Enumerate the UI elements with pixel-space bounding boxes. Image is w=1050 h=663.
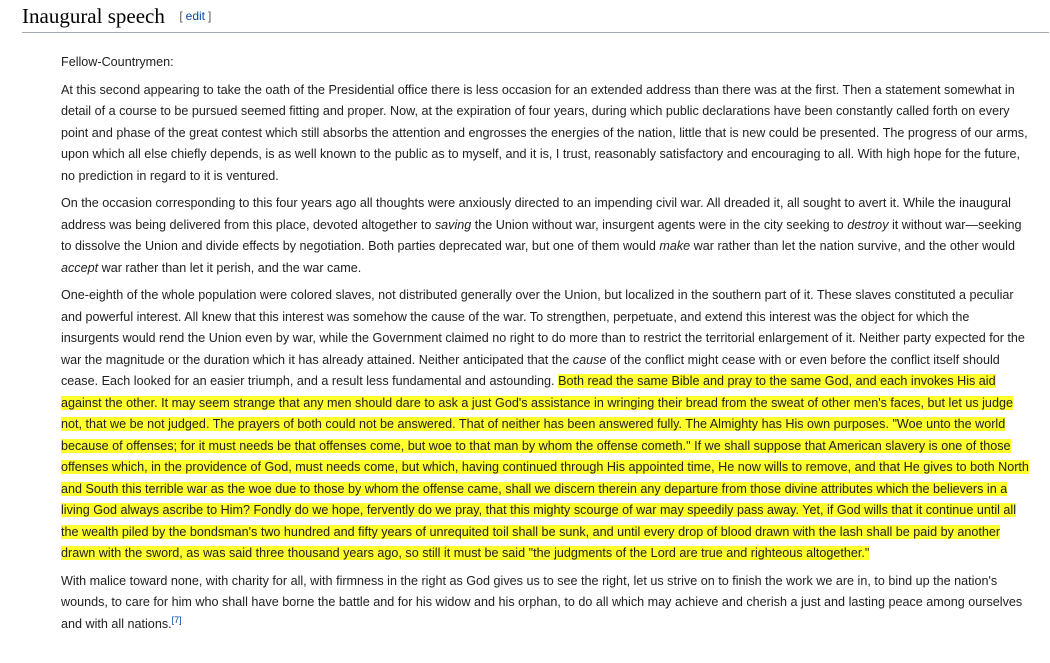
- paragraph-1: At this second appearing to take the oath of the Presidential office there is less occasion for an extended address than there was at the first. Then a statement somewhat in detail of a course to be pursued seemed fitting and proper. Now, at the expiration of four years, during which public declarations have been constantly called forth on every point and phase of the great contest which still absorbs the attention and engrosses the energies of the nation, little that is new could be presented. The progress of our arms, upon which all else chiefly depends, is as well known to the public as to myself, and it is, I trust, reasonably satisfactory and encouraging to all. With high hope for the future, no prediction in regard to it is ventured.: [61, 82, 1028, 183]
- section-title: Inaugural speech: [22, 4, 165, 28]
- edit-bracket-close: ]: [208, 9, 212, 23]
- emphasis-make: make: [659, 239, 691, 253]
- reference-link[interactable]: [7]: [171, 614, 182, 625]
- speech-text: [61, 52, 1029, 641]
- edit-link[interactable]: edit: [185, 9, 206, 23]
- section-heading: [22, 4, 1049, 33]
- emphasis-saving: saving: [434, 217, 472, 232]
- highlighted-passage: Both read the same Bible and pray to the same God, and each invokes His aid against the other. It may seem strange that any men should dare to ask a just God's assistance in wringing their bread from the sweat of other men's faces, but let us judge not, that we be not judged. The prayers of both could not be answered. That of neither has been answered fully. The Almighty has His own purposes. "Woe unto the world because of offenses; for it must needs be that offenses come, but woe to that man by whom the offense cometh." If we shall suppose that American slavery is one of those offenses which, in the providence of God, must needs come, but which, having continued through His appointed time, He now wills to remove, and that He gives to both North and South this terrible war as the woe due to those by whom the offense came, shall we discern therein any departure from those divine attributes which the believers in a living God always ascribe to Him? Fondly do we hope, fervently do we pray, that this mighty scourge of war may speedily pass away. Yet, if God wills that it continue until all the wealth piled by the bondsman's two hundred and fifty years of unrequited toil shall be sunk, and until every drop of blood drawn with the lash shall be paid by another drawn with the sword, as was said three thousand years ago, so still it must be said "the judgments of the Lord are true and righteous altogether.": [61, 374, 1029, 560]
- salutation: Fellow-Countrymen:: [61, 55, 174, 69]
- edit-section: [179, 9, 211, 23]
- paragraph-4: With malice toward none, with charity for all, with firmness in the right as God gives us to see the right, let us strive on to finish the work we are in, to bind up the nation's wounds, to care for him who shall have borne the battle and for his widow and his orphan, to do all which may achieve and cherish a just and lasting peace among ourselves and with all nations.[7]: [61, 573, 1023, 631]
- emphasis-accept: accept: [61, 260, 99, 275]
- paragraph-2: On the occasion corresponding to this four years ago all thoughts were anxiously directed to an impending civil war. All dreaded it, all sought to avert it. While the inaugural address was being delivered from this place, devoted altogether to saving the Union without war, insurgent agents were in the city seeking to destroy it without war—seeking to dissolve the Union and divide effects by negotiation. Both parties deprecated war, but one of them would make war rather than let the nation survive, and the other would accept war rather than let it perish, and the war came.: [61, 196, 1022, 275]
- emphasis-destroy: destroy: [847, 217, 889, 232]
- edit-bracket-open: [: [179, 9, 183, 23]
- emphasis-cause: cause: [572, 352, 607, 367]
- paragraph-3: One-eighth of the whole population were colored slaves, not distributed generally over the Union, but localized in the southern part of it. These slaves constituted a peculiar and powerful interest. All knew that this interest was somehow the cause of the war. To strengthen, perpetuate, and extend this interest was the object for which the insurgents would rend the Union even by war, while the Government claimed no right to do more than to restrict the territorial enlargement of it. Neither party expected for the war the magnitude or the duration which it has already attained. Neither anticipated that the cause of the conflict might cease with or even before the conflict itself should cease. Each looked for an easier triumph, and a result less fundamental and astounding. Both read the same Bible and pray to the same God, and each invokes His aid against the other. It may seem strange that any men should dare to ask a just God's assistance in wringing their bread from the sweat of other men's faces, but let us judge not, that we be not judged. The prayers of both could not be answered. That of neither has been answered fully. The Almighty has His own purposes. "Woe unto the world because of offenses; for it must needs be that offenses come, but woe to that man by whom the offense cometh." If we shall suppose that American slavery is one of those offenses which, in the providence of God, must needs come, but which, having continued through His appointed time, He now wills to remove, and that He gives to both North and South this terrible war as the woe due to those by whom the offense came, shall we discern therein any departure from those divine attributes which the believers in a living God always ascribe to Him? Fondly do we hope, fervently do we pray, that this mighty scourge of war may speedily pass away. Yet, if God wills that it continue until all the wealth piled by the bondsman's two hundred and fifty years of unrequited toil shall be sunk, and until every drop of blood drawn with the lash shall be paid by another drawn with the sword, as was said three thousand years ago, so still it must be said "the judgments of the Lord are true and righteous altogether.": [61, 288, 1029, 560]
